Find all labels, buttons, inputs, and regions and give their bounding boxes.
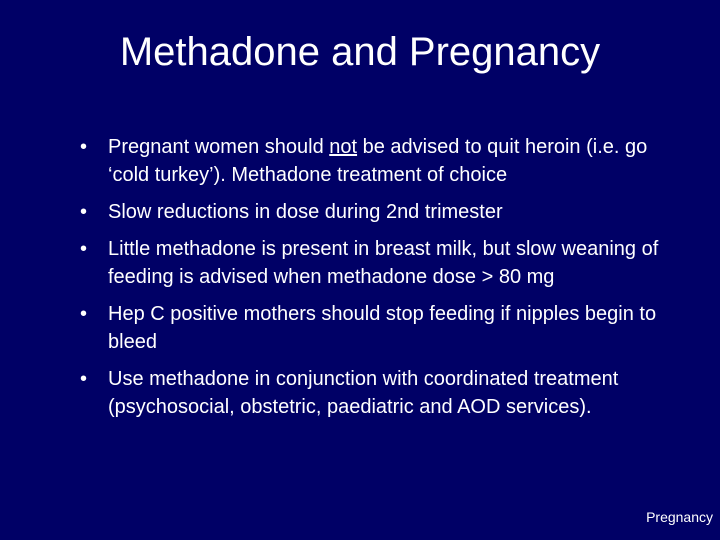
- bullet-item: [80, 300, 690, 356]
- bullet-item: [80, 133, 690, 189]
- bullet-marker: •: [80, 238, 88, 260]
- bullet-item: [80, 365, 690, 421]
- bullet-marker: •: [80, 303, 88, 325]
- bullet-marker: •: [80, 201, 88, 223]
- bullet-text: Hep C positive mothers should stop feeding if nipples begin to bleed: [108, 303, 657, 353]
- bullet-item: [80, 235, 690, 291]
- bullet-item: [80, 198, 690, 226]
- slide-title: Methadone and Pregnancy: [119, 30, 601, 74]
- bullet-text: Use methadone in conjunction with coordinated treatment (psychosocial, obstetric, paediatric and AOD services).: [108, 368, 619, 418]
- bullet-marker: •: [80, 136, 88, 158]
- bullet-list: [80, 133, 690, 430]
- bullet-text-underlined: not: [329, 136, 358, 158]
- bullet-marker: •: [80, 368, 88, 390]
- bullet-text: Little methadone is present in breast milk, but slow weaning of feeding is advised when methadone dose > 80 mg: [108, 238, 659, 288]
- slide-footer: Pregnancy: [646, 509, 713, 525]
- bullet-text: Slow reductions in dose during 2nd trimester: [108, 201, 503, 223]
- bullet-text-before: Pregnant women should: [108, 136, 330, 158]
- bullet-text-after: be advised to quit heroin (i.e. go ‘cold turkey’). Methadone treatment of choice: [108, 136, 648, 186]
